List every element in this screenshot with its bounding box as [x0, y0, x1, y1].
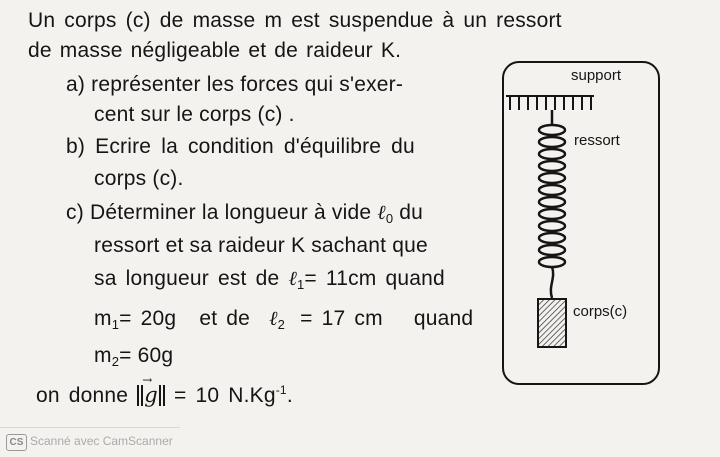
intro-line-1: Un corps (c) de masse m est suspendue à un ressort: [28, 9, 562, 32]
question-a-text-1: représenter les forces qui s'exer-: [91, 73, 404, 96]
m1-subscript: 1: [111, 317, 120, 332]
spring-coil: [539, 110, 565, 298]
question-c-line-2: ressort et sa raideur K sachant que: [94, 234, 428, 257]
question-c-marker: c): [66, 201, 84, 224]
watermark-rule: [0, 427, 180, 428]
l2-value: = 17 cm: [300, 307, 383, 330]
question-b-marker: b): [66, 135, 86, 158]
question-c-text-1: Déterminer la longueur à vide: [89, 201, 378, 224]
body-block: [538, 299, 566, 347]
g-vector-symbol: g →: [142, 383, 160, 407]
m2-symbol: m: [94, 344, 112, 367]
l1-subscript: 1: [296, 277, 305, 292]
m2-value: = 60g: [119, 344, 174, 367]
question-a-marker: a): [66, 73, 86, 96]
question-b-text-1: Ecrire la condition d'équilibre du: [95, 135, 415, 158]
l0-symbol: ℓ: [377, 200, 386, 224]
question-c-text-3: sa longueur est de: [94, 267, 289, 290]
given-prefix: on donne: [36, 384, 129, 407]
support-ceiling: [506, 96, 594, 110]
question-b-line-2: corps (c).: [94, 167, 184, 190]
m1-value: = 20g: [119, 307, 177, 330]
camscanner-text: Scanné avec CamScanner: [30, 434, 173, 448]
support-label: support: [571, 67, 622, 84]
et-de-text: et de: [199, 307, 251, 330]
camscanner-logo: CS: [6, 434, 27, 451]
l1-symbol: ℓ: [288, 266, 297, 290]
l2-subscript: 2: [277, 317, 286, 332]
given-exponent: -1: [275, 383, 287, 397]
body-label: corps(c): [573, 303, 628, 320]
m1-symbol: m: [94, 307, 112, 330]
given-value: = 10 N.Kg: [173, 384, 276, 407]
m2-subscript: 2: [111, 354, 120, 369]
l2-symbol: ℓ: [269, 306, 278, 330]
spring-label: ressort: [574, 132, 620, 149]
l0-subscript: 0: [385, 211, 394, 226]
quand-text: quand: [413, 307, 474, 330]
intro-line-2: de masse négligeable et de raideur K.: [28, 39, 402, 62]
figure-frame: [503, 62, 659, 384]
question-c-text-1-end: du: [393, 201, 424, 224]
question-a-line-2: cent sur le corps (c) .: [94, 103, 295, 126]
given-suffix: .: [286, 384, 293, 407]
l1-value: = 11cm quand: [304, 267, 445, 290]
